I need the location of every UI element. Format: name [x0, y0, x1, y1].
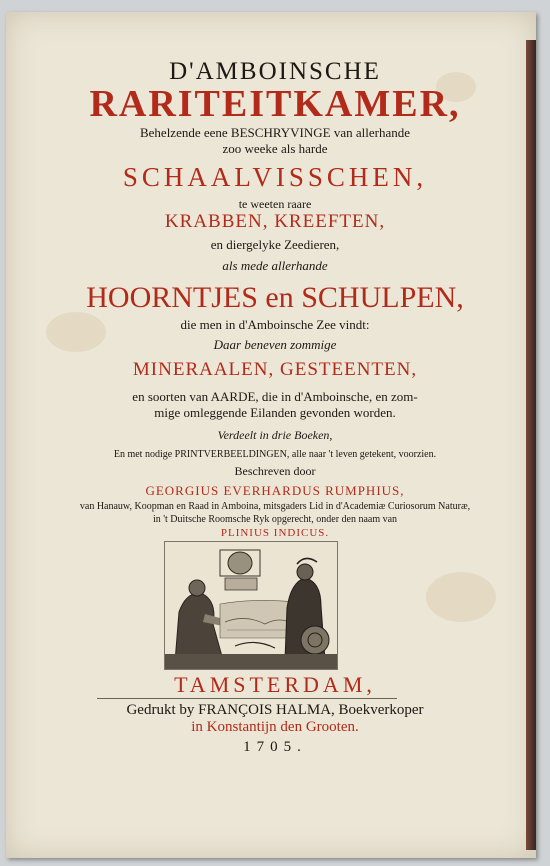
title-line-18: Beschreven door	[234, 464, 316, 478]
title-line-15: mige omleggende Eilanden gevonden worden.	[154, 405, 396, 420]
paper-stain	[426, 572, 496, 622]
title-line-10: HOORNTJES en SCHULPEN,	[86, 281, 464, 314]
title-line-3: Behelzende eene BESCHRYVINGE van allerhande	[139, 125, 411, 140]
title-line-11: die men in d'Amboinsche Zee vindt:	[180, 317, 370, 332]
imprint-rule	[97, 698, 397, 699]
imprint-city: TAMSTERDAM,	[174, 672, 376, 697]
title-line-8: en diergelyke Zeedieren,	[210, 237, 340, 252]
engraved-vignette	[164, 541, 338, 670]
title-line-4: zoo weeke als harde	[222, 141, 328, 156]
title-line-21: in 't Duitsche Roomsche Ryk opgerecht, onder den naam van	[152, 514, 398, 525]
title-line-17: En met nodige PRINTVERBEELDINGEN, alle naar 't leven getekent, voorzien.	[113, 449, 437, 460]
title-line-19: GEORGIUS EVERHARDUS RUMPHIUS,	[145, 483, 405, 498]
title-line-12: Daar beneven zommige	[213, 337, 337, 352]
title-line-2: RARITEITKAMER,	[89, 83, 461, 125]
title-line-16: Verdeelt in drie Boeken,	[217, 428, 333, 442]
title-line-14: en soorten van AARDE, die in d'Amboinsche, en zom-	[132, 389, 418, 404]
imprint-address: in Konstantijn den Grooten.	[191, 719, 359, 735]
imprint-printer: Gedrukt by FRANÇOIS HALMA, Boekverkoper	[126, 702, 424, 718]
title-line-7: KRABBEN, KREEFTEN,	[164, 211, 386, 232]
title-line-20: van Hanauw, Koopman en Raad in Amboina, mitsgaders Lid in d'Academiæ Curiosorum Naturæ,	[79, 501, 471, 512]
title-line-9: als mede allerhande	[222, 258, 328, 273]
title-line-22: PLINIUS INDICUS.	[220, 527, 330, 539]
engraving-illustration	[165, 542, 337, 669]
title-line-1: D'AMBOINSCHE	[169, 58, 381, 85]
title-line-6: te weeten raare	[238, 197, 312, 211]
title-line-5: SCHAALVISSCHEN,	[122, 162, 428, 192]
imprint-year: 1705.	[243, 739, 307, 755]
title-line-13: MINERAALEN, GESTEENTEN,	[132, 359, 418, 380]
